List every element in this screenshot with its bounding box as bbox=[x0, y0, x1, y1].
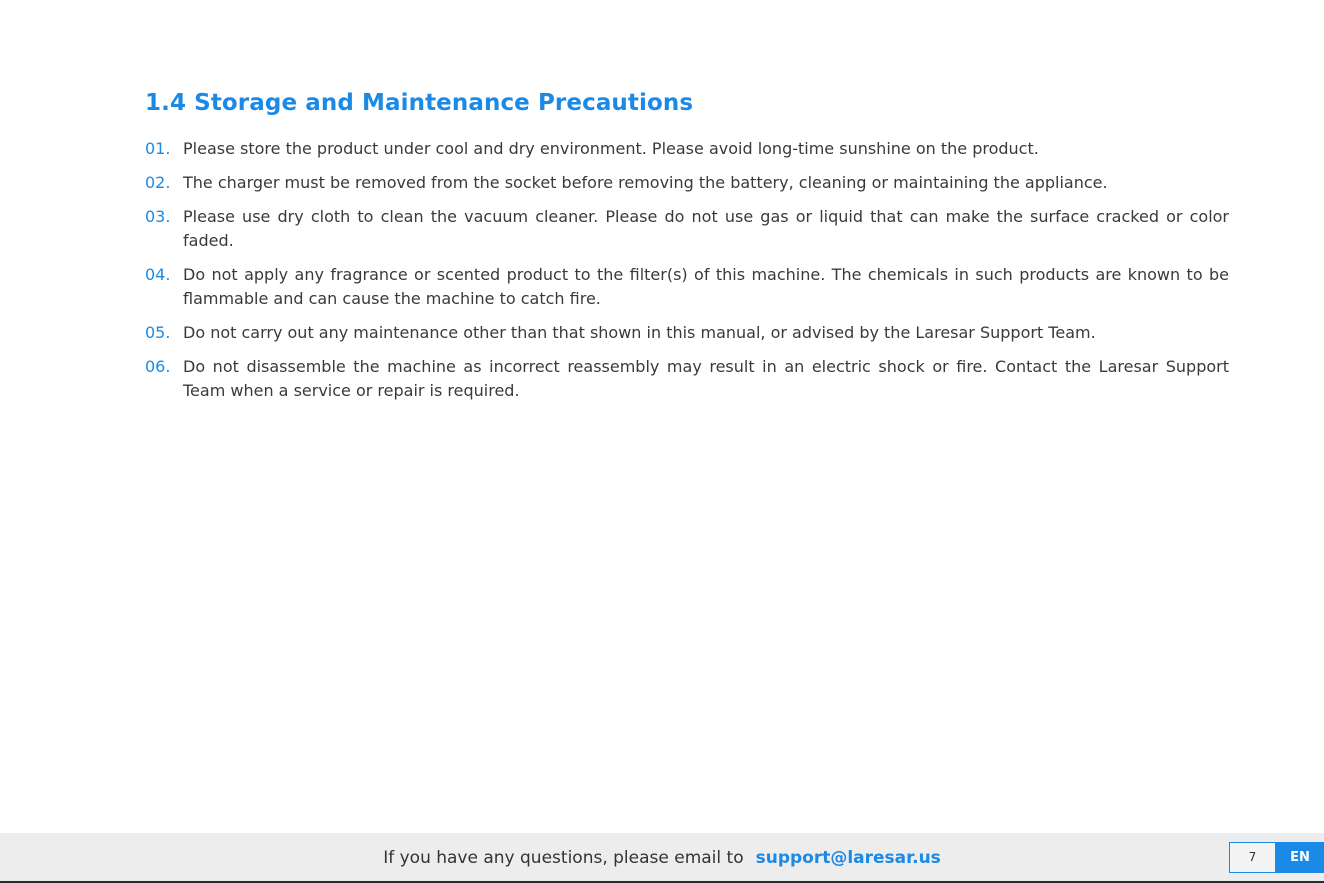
page-number: 7 bbox=[1229, 842, 1276, 873]
item-number: 06. bbox=[145, 357, 171, 376]
list-item bbox=[145, 137, 1229, 161]
page-footer bbox=[0, 833, 1324, 883]
item-text: Do not disassemble the machine as incorrect reassembly may result in an electric shock or fire. Contact the Laresar Support Team when a service or repair is required. bbox=[183, 357, 1229, 400]
item-text: The charger must be removed from the socket before removing the battery, cleaning or maintaining the appliance. bbox=[183, 173, 1108, 192]
list-item bbox=[145, 263, 1229, 311]
precautions-list bbox=[145, 137, 1229, 413]
item-text: Please store the product under cool and dry environment. Please avoid long-time sunshine on the product. bbox=[183, 139, 1039, 158]
item-number: 02. bbox=[145, 173, 171, 192]
item-text: Do not carry out any maintenance other than that shown in this manual, or advised by the Laresar Support Team. bbox=[183, 323, 1096, 342]
list-item bbox=[145, 321, 1229, 345]
item-number: 04. bbox=[145, 265, 171, 284]
section-title: 1.4 Storage and Maintenance Precautions bbox=[145, 90, 694, 116]
item-number: 03. bbox=[145, 207, 171, 226]
list-item bbox=[145, 355, 1229, 403]
item-text: Please use dry cloth to clean the vacuum cleaner. Please do not use gas or liquid that can make the surface cracked or color faded. bbox=[183, 207, 1229, 250]
item-number: 01. bbox=[145, 139, 171, 158]
support-email-link[interactable]: support@laresar.us bbox=[755, 848, 941, 868]
list-item bbox=[145, 171, 1229, 195]
support-prompt: If you have any questions, please email to bbox=[383, 848, 744, 868]
item-text: Do not apply any fragrance or scented product to the filter(s) of this machine. The chemicals in such products are known to be flammable and can cause the machine to catch fire. bbox=[183, 265, 1229, 308]
list-item bbox=[145, 205, 1229, 253]
support-line bbox=[0, 833, 1324, 881]
item-number: 05. bbox=[145, 323, 171, 342]
language-badge: EN bbox=[1276, 842, 1324, 873]
